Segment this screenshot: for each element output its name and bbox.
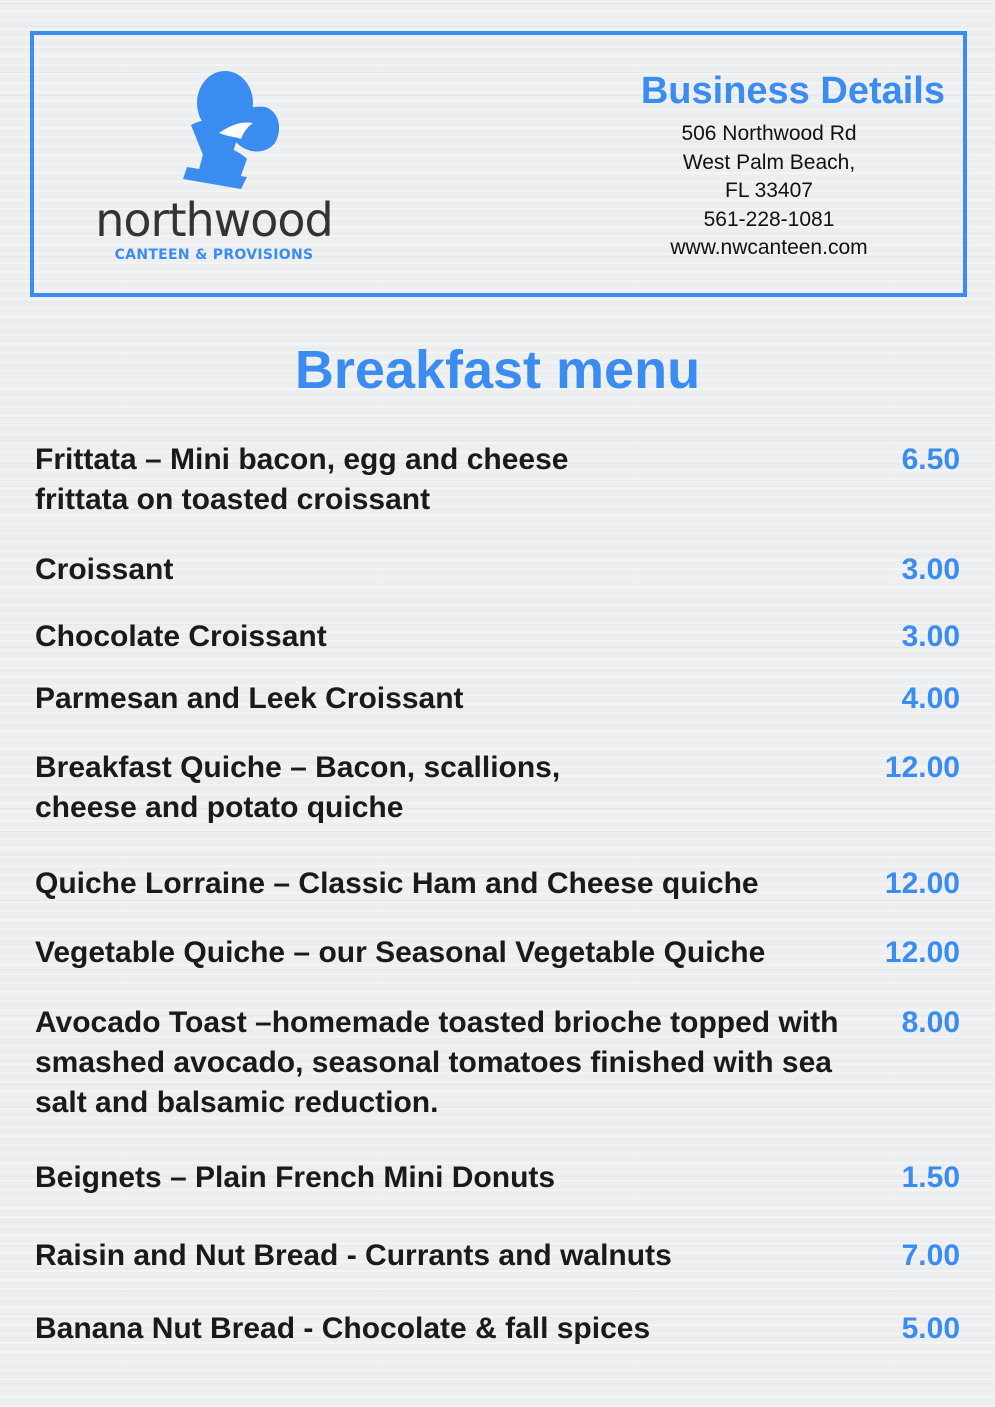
menu-item-name: Chocolate Croissant [35, 620, 327, 653]
menu-item-name: Quiche Lorraine – Classic Ham and Cheese quiche [35, 867, 759, 900]
menu-item-name: Avocado Toast –homemade toasted brioche topped with smashed avocado, seasonal tomatoes finished with sea salt and balsamic reduction. [35, 1006, 839, 1119]
phone-number: 561-228-1081 [703, 207, 835, 231]
menu-item-price: 7.00 [901, 1239, 960, 1272]
menu-item-price: 3.00 [901, 620, 960, 653]
menu-item-price: 4.00 [901, 682, 960, 715]
chef-hat-bird-icon [69, 67, 359, 197]
business-details-title: Business Details [640, 70, 945, 112]
business-details [629, 120, 909, 263]
menu-item-price: 8.00 [901, 1006, 960, 1039]
address-line-1: 506 Northwood Rd [681, 122, 857, 145]
menu-item-price: 1.50 [901, 1161, 960, 1194]
menu-item-name: Beignets – Plain French Mini Donuts [35, 1161, 556, 1194]
menu-item-name: Breakfast Quiche – Bacon, scallions, cheese and potato quiche [35, 751, 561, 824]
menu-item-price: 12.00 [884, 867, 960, 900]
menu-item-name: Raisin and Nut Bread - Currants and walnuts [35, 1239, 672, 1272]
menu-item-price: 3.00 [901, 553, 960, 586]
business-header-box [30, 31, 967, 297]
address-line-3: FL 33407 [725, 179, 813, 202]
northwood-logo [69, 67, 359, 267]
address-line-2: West Palm Beach, [682, 150, 856, 174]
menu-item-name: Vegetable Quiche – our Seasonal Vegetable Quiche [35, 936, 766, 969]
menu-item-name: Frittata – Mini bacon, egg and cheese frittata on toasted croissant [35, 443, 569, 516]
menu-item-name: Parmesan and Leek Croissant [35, 682, 464, 715]
website-link[interactable]: www.nwcanteen.com [670, 236, 868, 259]
menu-item-price: 6.50 [901, 443, 960, 476]
logo-tagline: CANTEEN & PROVISIONS [114, 247, 314, 263]
menu-item-name: Banana Nut Bread - Chocolate & fall spices [35, 1312, 651, 1345]
menu-item-name: Croissant [35, 553, 174, 586]
logo-wordmark: northwood [95, 193, 333, 247]
menu-item-price: 12.00 [884, 751, 960, 784]
menu-item-price: 5.00 [901, 1312, 960, 1345]
menu-item-price: 12.00 [884, 936, 960, 969]
menu-title: Breakfast menu [294, 340, 701, 400]
